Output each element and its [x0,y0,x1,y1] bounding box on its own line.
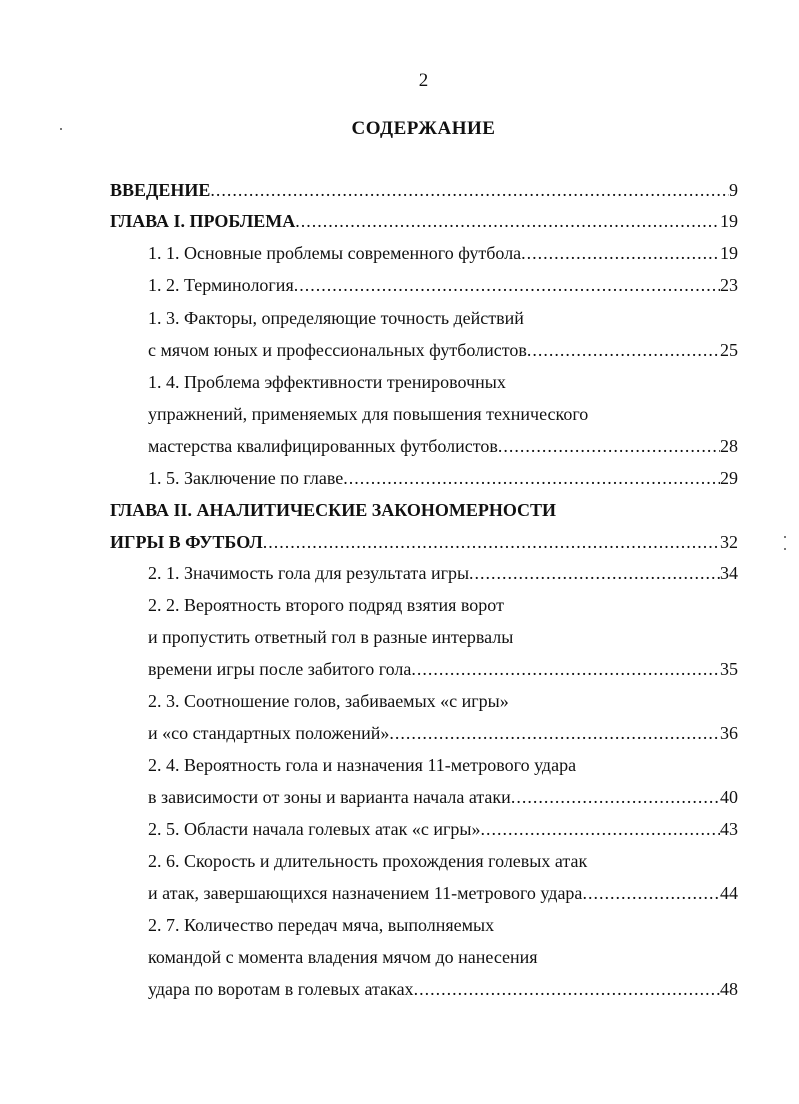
dot-leader [511,787,720,808]
toc-entry-title: 2. 5. Области начала голевых атак «с игры» [148,819,481,839]
toc-entry-section-1-4-line-1 [148,372,738,402]
toc-entry-title: удара по воротам в голевых атаках [148,979,414,999]
toc-entry-title: мастерства квалифицированных футболистов [148,436,498,456]
toc-entry-page: 29 [720,468,738,488]
toc-entry-page: 34 [720,563,738,583]
toc-entry-title: времени игры после забитого гола [148,659,412,679]
toc-entry-section-2-6 [148,883,738,913]
toc-entry-section-2-7 [148,979,738,1009]
dot-leader [582,883,720,904]
toc-entry-introduction [110,180,738,210]
toc-entry-page: 48 [720,979,738,999]
dot-leader [521,243,720,264]
toc-entry-section-2-1 [148,563,738,593]
dot-leader [263,532,720,553]
dot-leader [210,180,729,201]
toc-entry-title: с мячом юных и профессиональных футболистов [148,340,527,360]
toc-entry-title: 2. 7. Количество передач мяча, выполняемых [148,915,495,935]
toc-entry-title: ГЛАВА II. АНАЛИТИЧЕСКИЕ ЗАКОНОМЕРНОСТИ [110,500,557,520]
toc-entry-section-1-2 [148,275,738,305]
dot-leader [414,979,720,1000]
toc-entry-section-1-5 [148,468,738,498]
toc-entry-title: 2. 1. Значимость гола для результата игры [148,563,470,583]
toc-entry-title: 1. 1. Основные проблемы современного футбола [148,243,522,263]
toc-entry-section-2-2 [148,659,738,689]
toc-entry-page: 25 [720,340,738,360]
dot-leader [527,340,720,361]
toc-entry-section-2-7-line-2 [148,947,738,977]
toc-entry-title: упражнений, применяемых для повышения технического [148,404,589,424]
toc-entry-section-2-4 [148,787,738,817]
toc-entry-title: командой с момента владения мячом до нанесения [148,947,538,967]
toc-entry-title: 2. 4. Вероятность гола и назначения 11-метрового удара [148,755,577,775]
toc-entry-page: 35 [720,659,738,679]
scan-speck [784,548,786,550]
dot-leader [389,723,720,744]
dot-leader [480,819,720,840]
toc-entry-chapter-2-line-1 [110,500,738,530]
toc-entry-page: 32 [720,532,738,552]
toc-entry-section-2-2-line-1 [148,595,738,625]
toc-entry-page: 19 [720,243,738,263]
toc-entry-title: 2. 3. Соотношение голов, забиваемых «с игры» [148,691,509,711]
toc-entry-section-2-3-line-1 [148,691,738,721]
dot-leader [295,211,720,232]
page-number: 2 [418,70,429,91]
toc-entry-section-2-5 [148,819,738,849]
toc-entry-section-1-3 [148,340,738,370]
toc-entry-section-1-4-line-2 [148,404,738,434]
dot-leader [498,436,720,457]
dot-leader [343,468,720,489]
toc-entry-section-1-3-line-1 [148,308,738,338]
scan-speck [60,128,62,130]
toc-entry-title: 2. 6. Скорость и длительность прохождения голевых атак [148,851,588,871]
toc-entry-page: 19 [720,211,738,231]
toc-entry-title: 1. 3. Факторы, определяющие точность действий [148,308,524,328]
toc-entry-title: ВВЕДЕНИЕ [110,180,211,200]
dot-leader [469,563,720,584]
toc-entry-title: 2. 2. Вероятность второго подряд взятия ворот [148,595,504,615]
toc-entry-page: 9 [729,180,738,200]
toc-entry-chapter-2 [110,532,738,562]
dot-leader [411,659,720,680]
toc-entry-title: ГЛАВА I. ПРОБЛЕМА [110,211,296,231]
toc-entry-title: ИГРЫ В ФУТБОЛ [110,532,263,552]
toc-entry-title: и атак, завершающихся назначением 11-метрового удара [148,883,583,903]
toc-entry-title: 1. 5. Заключение по главе [148,468,344,488]
scan-speck [784,536,786,538]
toc-entry-title: и пропустить ответный гол в разные интервалы [148,627,514,647]
toc-entry-page: 40 [720,787,738,807]
contents-heading: СОДЕРЖАНИЕ [351,118,496,139]
toc-entry-section-1-4 [148,436,738,466]
toc-entry-section-2-4-line-1 [148,755,738,785]
toc-entry-section-2-7-line-1 [148,915,738,945]
toc-entry-title: и «со стандартных положений» [148,723,390,743]
toc-entry-page: 43 [720,819,738,839]
dot-leader [294,275,720,296]
toc-entry-section-2-2-line-2 [148,627,738,657]
toc-entry-title: 1. 2. Терминология [148,275,294,295]
toc-entry-chapter-1 [110,211,738,241]
toc-entry-section-2-3 [148,723,738,753]
toc-entry-title: в зависимости от зоны и варианта начала атаки [148,787,511,807]
toc-entry-section-2-6-line-1 [148,851,738,881]
toc-entry-page: 23 [720,275,738,295]
toc-entry-section-1-1 [148,243,738,273]
toc-entry-page: 44 [720,883,738,903]
toc-entry-title: 1. 4. Проблема эффективности тренировочных [148,372,506,392]
toc-entry-page: 36 [720,723,738,743]
toc-entry-page: 28 [720,436,738,456]
